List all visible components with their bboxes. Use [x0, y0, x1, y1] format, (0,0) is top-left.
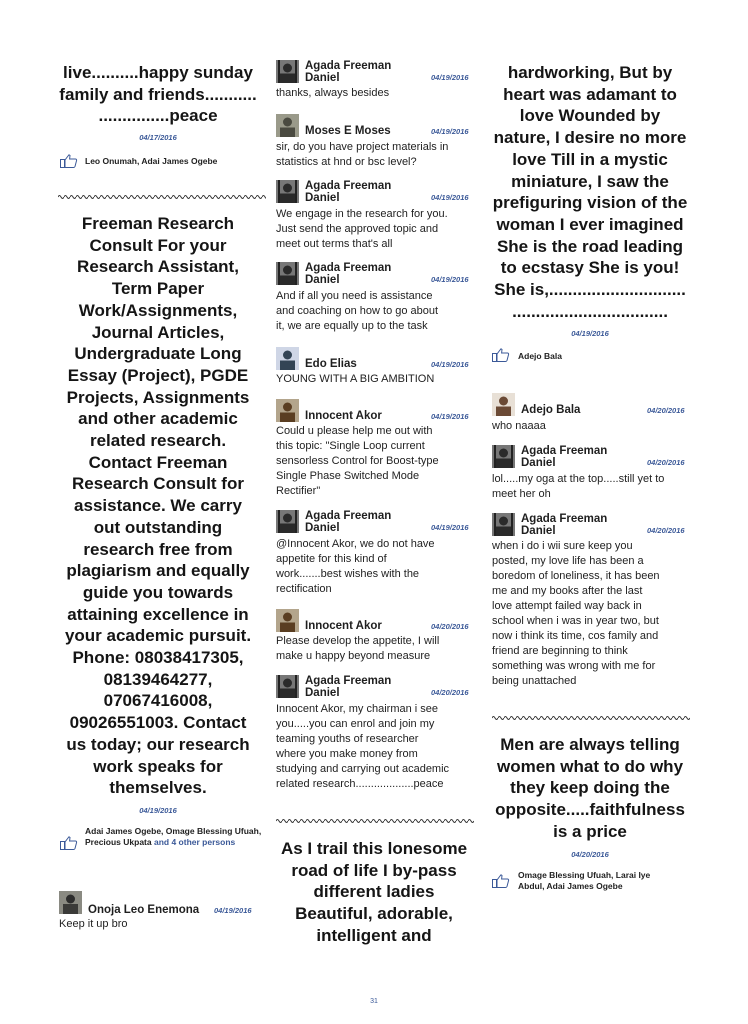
post-date: 04/17/2016 — [139, 133, 177, 142]
like-thumb-icon[interactable] — [492, 874, 510, 888]
comment-author[interactable]: Onoja Leo Enemona — [88, 904, 200, 916]
comment-author[interactable]: Agada Freeman Daniel — [305, 675, 392, 699]
comment-author[interactable]: Edo Elias — [305, 358, 357, 370]
comment-date: 04/19/2016 — [431, 73, 469, 82]
comment-author[interactable]: Adejo Bala — [521, 404, 581, 416]
comment-date: 04/19/2016 — [431, 360, 469, 369]
comment-date: 04/19/2016 — [214, 906, 252, 915]
avatar — [276, 180, 299, 203]
avatar — [276, 347, 299, 370]
post-text: Freeman Research Consult For your Research Assistant, Term Paper Work/Assignments, Journal Articles, Undergraduate Long Essay (Project), PGDE Projects, Assignments and other academic related research. Contact Freeman Research Consult for assistance. We carry out outstanding research free from plagiarism and equally guide you towards attaining excellence in your academic pursuit. Phone: 08038417305, 08139464277, 07067416008, 09026551003. Contact us today; our research work speaks for themselves. — [64, 214, 252, 798]
comment-text: thanks, always besides — [276, 87, 390, 99]
comment-date: 04/19/2016 — [431, 412, 469, 421]
post-date: 04/19/2016 — [139, 806, 177, 815]
comment-author[interactable]: Innocent Akor — [305, 620, 382, 632]
avatar — [276, 399, 299, 422]
comment-author[interactable]: Agada Freeman Daniel — [305, 180, 392, 204]
more-likes-link[interactable]: and 4 other persons — [154, 837, 236, 847]
avatar — [276, 675, 299, 698]
comment-date: 04/19/2016 — [431, 193, 469, 202]
comment-text: And if all you need is assistance and coaching on how to go about it, we are equally up to the task — [276, 290, 439, 332]
comment-date: 04/19/2016 — [431, 127, 469, 136]
comment-text: Could u please help me out with this topic: "Single Loop current sensorless Control for Boost-type Single Phase Switched Mode Rectifier" — [276, 425, 439, 497]
comment-date: 04/19/2016 — [431, 275, 469, 284]
comment-author[interactable]: Agada Freeman Daniel — [305, 60, 392, 84]
divider — [492, 715, 690, 721]
comment-author[interactable]: Innocent Akor — [305, 410, 382, 422]
avatar — [276, 60, 299, 83]
comment-author[interactable]: Agada Freeman Daniel — [521, 513, 608, 537]
like-thumb-icon[interactable] — [60, 154, 78, 168]
post-date: 04/19/2016 — [571, 329, 609, 338]
comment-text: YOUNG WITH A BIG AMBITION — [276, 373, 435, 385]
comment-date: 04/20/2016 — [431, 622, 469, 631]
comment-date: 04/20/2016 — [647, 406, 685, 415]
like-thumb-icon[interactable] — [60, 836, 78, 850]
avatar — [276, 609, 299, 632]
comment-text: Keep it up bro — [59, 918, 128, 930]
comment-text: @Innocent Akor, we do not have appetite for this kind of work.......best wishes with the rectification — [276, 538, 435, 595]
avatar — [492, 445, 515, 468]
comment-text: lol.....my oga at the top.....still yet to meet her oh — [492, 473, 665, 500]
like-thumb-icon[interactable] — [492, 348, 510, 362]
avatar — [276, 114, 299, 137]
avatar — [492, 393, 515, 416]
comment-date: 04/19/2016 — [431, 523, 469, 532]
divider — [58, 194, 266, 200]
avatar — [276, 510, 299, 533]
comment-date: 04/20/2016 — [647, 458, 685, 467]
avatar — [276, 262, 299, 285]
post-text: Men are always telling women what to do why they keep doing the opposite.....faithfulness is a price — [495, 735, 685, 841]
comment-text: Please develop the appetite, I will make u happy beyond measure — [276, 635, 440, 662]
comment-text: when i do i wii sure keep you posted, my love life has been a boredom of loneliness, it has been me and my books after the last love attempt failed way back in school when i was in year two, but now i think its time, cos family and friend are beginning to think something was wrong with me for being unattached — [492, 540, 660, 687]
post-text: As I trail this lonesome road of life I by-pass different ladies Beautiful, adorable, intelligent and — [280, 839, 468, 945]
comment-text: We engage in the research for you. Just send the approved topic and meet out terms that's all — [276, 208, 448, 250]
page-number: 31 — [370, 998, 378, 1005]
comment-text: who naaaa — [492, 420, 546, 432]
comment-text: Innocent Akor, my chairman i see you.....you can enrol and join my teaming youths of researcher where you make money from studying and carrying out academic related research...................peace — [276, 703, 450, 790]
comment-author[interactable]: Agada Freeman Daniel — [305, 510, 392, 534]
post-text: hardworking, But by heart was adamant to love Wounded by nature, I desire no more love Till in a mystic miniature, I saw the prefiguring vision of the woman I ever imagined She is the road leading to ecstasy She is you! She is,............................. ................................. — [492, 63, 688, 321]
avatar — [59, 891, 82, 914]
post-likes: Leo Onumah, Adai James Ogebe — [85, 156, 218, 166]
post-date: 04/20/2016 — [571, 850, 609, 859]
post-likes: Adejo Bala — [518, 351, 562, 361]
post-likes: Omage Blessing Ufuah, Larai Iye Abdul, Adai James Ogebe — [518, 870, 651, 891]
post-likes: Adai James Ogebe, Omage Blessing Ufuah, Precious Ukpata and 4 other persons — [85, 826, 262, 847]
comment-author[interactable]: Agada Freeman Daniel — [305, 262, 392, 286]
divider — [276, 818, 474, 824]
comment-author[interactable]: Agada Freeman Daniel — [521, 445, 608, 469]
comment-date: 04/20/2016 — [431, 688, 469, 697]
post-text: live..........happy sunday family and friends........... ...............peace — [59, 63, 257, 126]
avatar — [492, 513, 515, 536]
comment-text: sir, do you have project materials in statistics at hnd or bsc level? — [276, 141, 449, 168]
comment-date: 04/20/2016 — [647, 526, 685, 535]
comment-author[interactable]: Moses E Moses — [305, 125, 391, 137]
